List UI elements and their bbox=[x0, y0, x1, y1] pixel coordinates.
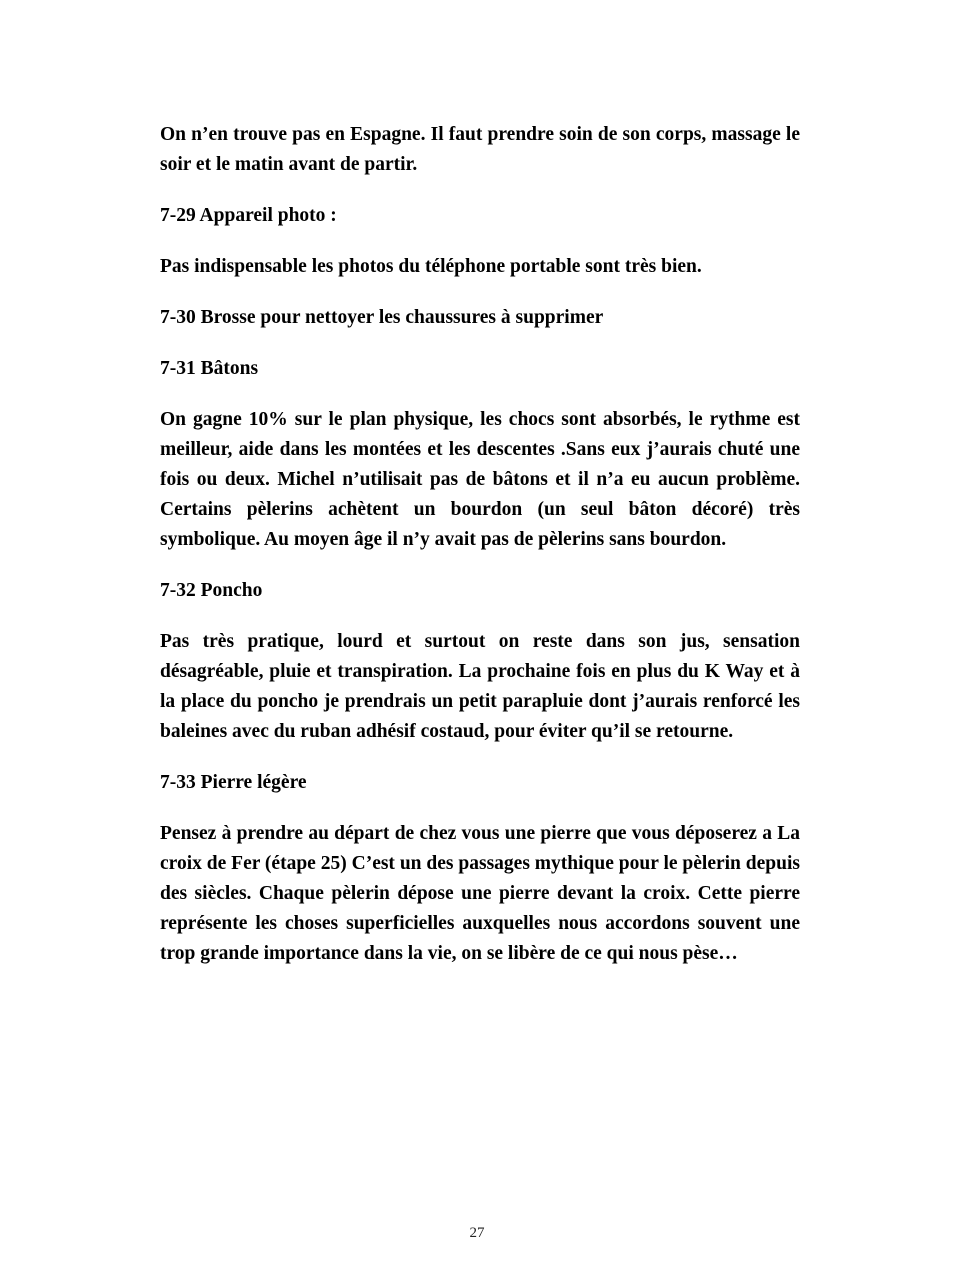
page-number: 27 bbox=[469, 1225, 485, 1241]
section-heading-7-31: 7-31 Bâtons bbox=[160, 358, 259, 379]
paragraph: On n’en trouve pas en Espagne. Il faut prendre soin de son corps, massage le soir et le matin avant de partir. bbox=[160, 124, 800, 175]
paragraph: Pas très pratique, lourd et surtout on reste dans son jus, sensation désagréable, pluie et transpiration. La prochaine fois en plus du K Way et à la place du poncho je prendrais un petit parapluie dont j’aurais renforcé les baleines avec du ruban adhésif costaud, pour éviter qu’il se retourne. bbox=[160, 631, 800, 742]
paragraph: Pas indispensable les photos du téléphone portable sont très bien. bbox=[160, 256, 702, 277]
page-footer bbox=[0, 1224, 954, 1242]
section-heading-7-33: 7-33 Pierre légère bbox=[160, 772, 307, 793]
document-body bbox=[160, 120, 800, 990]
section-heading-7-32: 7-32 Poncho bbox=[160, 580, 263, 601]
paragraph: On gagne 10% sur le plan physique, les chocs sont absorbés, le rythme est meilleur, aide dans les montées et les descentes .Sans eux j’aurais chuté une fois ou deux. Michel n’utilisait pas de bâtons et il n’a eu aucun problème. Certains pèlerins achètent un bourdon (un seul bâton décoré) très symbolique. Au moyen âge il n’y avait pas de pèlerins sans bourdon. bbox=[160, 409, 800, 550]
paragraph: Pensez à prendre au départ de chez vous une pierre que vous déposerez a La croix de Fer (étape 25) C’est un des passages mythique pour le pèlerin depuis des siècles. Chaque pèlerin dépose une pierre devant la croix. Cette pierre représente les choses superficielles auxquelles nous accordons souvent une trop grande importance dans la vie, on se libère de ce qui nous pèse… bbox=[160, 823, 800, 964]
section-heading-7-29: 7-29 Appareil photo : bbox=[160, 205, 337, 226]
section-heading-7-30: 7-30 Brosse pour nettoyer les chaussures à supprimer bbox=[160, 307, 604, 328]
